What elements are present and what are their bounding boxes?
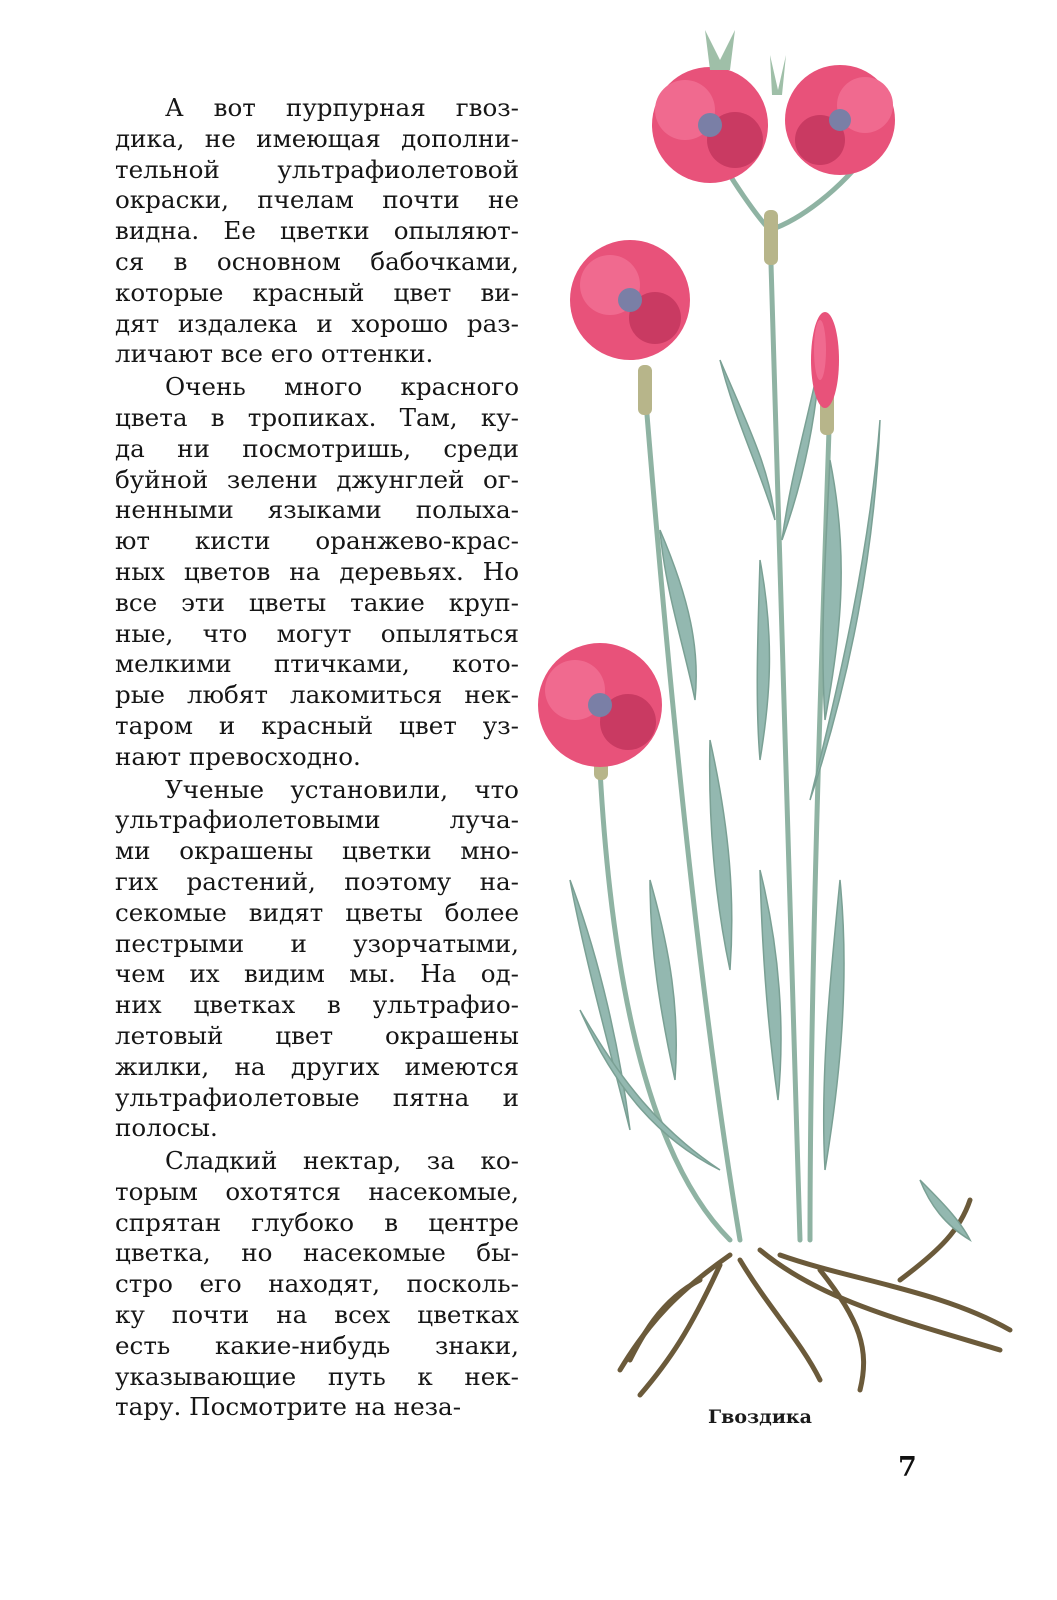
text-line: ультрафиолетовые пятна и [115, 1082, 519, 1112]
text-line: ку почти на всех цветках [115, 1300, 519, 1330]
text-line: видна. Ее цветки опыляют- [115, 216, 519, 246]
text-line: рые любят лакомиться нек- [115, 680, 519, 710]
text-line: буйной зелени джунглей ог- [115, 464, 519, 494]
paragraph [115, 1146, 519, 1423]
text-line: пестрыми и узорчатыми, [115, 928, 519, 958]
text-line: Сладкий нектар, за ко- [165, 1146, 519, 1176]
text-line: указывающие путь к нек- [115, 1361, 519, 1391]
text-line: окраски, пчелам почти не [115, 185, 519, 215]
text-line: торым охотятся насекомые, [115, 1176, 519, 1206]
flower-top-right [785, 65, 895, 175]
text-line: стро его находят, посколь- [115, 1269, 519, 1299]
text-line: дят издалека и хорошо раз- [115, 308, 519, 338]
text-line: тельной ультрафиолетовой [115, 154, 519, 184]
text-line: тару. Посмотрите на неза- [115, 1392, 462, 1422]
flower-bud [811, 312, 839, 408]
text-line: дика, не имеющая дополни- [115, 123, 519, 153]
text-line: цветка, но насекомые бы- [115, 1238, 519, 1268]
text-line: ультрафиолетовыми луча- [115, 805, 519, 835]
text-line: личают все его оттенки. [115, 339, 434, 369]
page-number: 7 [898, 1452, 917, 1483]
text-line: Ученые установили, что [165, 774, 519, 804]
text-line: мелкими птичками, кото- [115, 649, 519, 679]
text-line: ненными языками полыха- [115, 495, 519, 525]
text-line: ных цветов на деревьях. Но [115, 556, 519, 586]
text-line: которые красный цвет ви- [115, 277, 519, 307]
text-line: А вот пурпурная гвоз- [165, 93, 519, 122]
text-line: них цветках в ультрафио- [115, 990, 519, 1020]
text-line: гих растений, поэтому на- [115, 866, 519, 896]
text-line: ют кисти оранжево-крас- [115, 526, 519, 556]
text-line: таром и красный цвет уз- [115, 710, 519, 740]
text-line: ми окрашены цветки мно- [115, 836, 519, 866]
paragraph [115, 372, 519, 772]
text-line: ные, что могут опыляться [115, 618, 519, 648]
text-line: цвета в тропиках. Там, ку- [115, 402, 519, 432]
text-line: ся в основном бабочками, [115, 246, 519, 276]
body-text [115, 93, 519, 1423]
figure-caption: Гвоздика [708, 1406, 812, 1428]
text-line: все эти цветы такие круп- [115, 587, 519, 617]
text-line: секомые видят цветы более [115, 897, 519, 927]
leaves [570, 360, 970, 1240]
text-line: спрятан глубоко в центре [115, 1207, 519, 1237]
text-line: Очень много красного [165, 372, 519, 402]
paragraph [115, 93, 519, 370]
text-line: нают превосходно. [115, 741, 361, 771]
roots [620, 1200, 1010, 1395]
text-line: да ни посмотришь, среди [115, 433, 519, 463]
text-line: есть какие-нибудь знаки, [115, 1330, 519, 1360]
text-line: полосы. [115, 1113, 218, 1143]
text-line: жилки, на других имеются [115, 1051, 519, 1081]
text-line: летовый цвет окрашены [115, 1020, 519, 1050]
paragraph [115, 775, 519, 1145]
carnation-illustration [520, 0, 1057, 1420]
text-line: чем их видим мы. На од- [115, 959, 519, 989]
flower-middle [570, 240, 690, 360]
flower-lower [538, 643, 662, 767]
flower-top-left [652, 67, 768, 183]
